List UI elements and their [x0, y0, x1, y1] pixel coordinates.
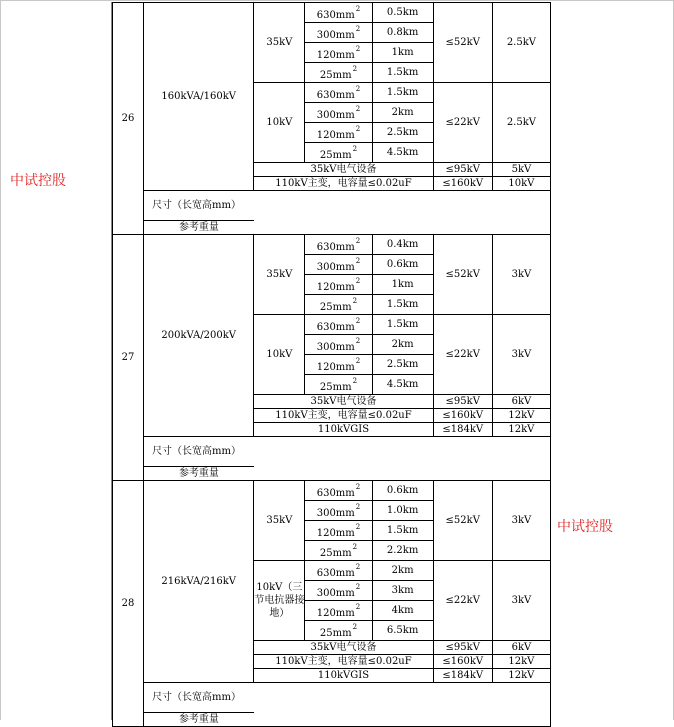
- cable-section-value: 25mm: [319, 70, 352, 81]
- cable-section: [305, 561, 372, 581]
- table-row: [113, 235, 551, 255]
- output-voltage: 2.5kV: [492, 3, 550, 83]
- cable-section-value: 300mm: [316, 262, 355, 273]
- cable-section-value: 120mm: [316, 130, 355, 141]
- superscript-exponent: 2: [352, 65, 358, 73]
- cable-section: [305, 295, 372, 315]
- cable-section-value: 120mm: [316, 528, 355, 539]
- superscript-exponent: 2: [355, 25, 361, 33]
- test-voltage: ≤52kV: [433, 235, 492, 315]
- blank-cell: [254, 437, 551, 481]
- cable-section: [305, 255, 372, 275]
- cable-section-value: 300mm: [316, 30, 355, 41]
- cable-section-value: 630mm: [316, 322, 355, 333]
- cable-section: [305, 43, 372, 63]
- table-row: [113, 683, 551, 713]
- cable-length: 1.5km: [372, 83, 433, 103]
- cable-voltage-class: 10kV（三节电抗器接地）: [254, 561, 305, 641]
- size-label: 尺寸（长宽高mm）: [144, 437, 254, 467]
- weight-label: 参考重量: [144, 221, 254, 235]
- cable-length: 2km: [372, 561, 433, 581]
- superscript-exponent: 2: [355, 337, 361, 345]
- cable-section-value: 300mm: [316, 508, 355, 519]
- test-voltage: ≤160kV: [433, 655, 492, 669]
- cable-section-value: 120mm: [316, 608, 355, 619]
- equipment-label: 35kV电气设备: [254, 163, 433, 177]
- cable-length: 0.4km: [372, 235, 433, 255]
- cable-section-value: 300mm: [316, 110, 355, 121]
- cable-voltage-class: 10kV: [254, 83, 305, 163]
- superscript-exponent: 2: [355, 105, 361, 113]
- frame-left: [0, 0, 1, 720]
- cable-section: [305, 541, 372, 561]
- cable-section-value: 25mm: [319, 548, 352, 559]
- cable-length: 3km: [372, 581, 433, 601]
- cable-length: 1.5km: [372, 295, 433, 315]
- test-voltage: ≤22kV: [433, 561, 492, 641]
- cable-section-value: 630mm: [316, 488, 355, 499]
- cable-section-value: 300mm: [316, 342, 355, 353]
- test-voltage: ≤95kV: [433, 641, 492, 655]
- cable-length: 1.0km: [372, 501, 433, 521]
- spec-table: [112, 2, 551, 727]
- cable-length: 2.5km: [372, 355, 433, 375]
- cable-length: 4.5km: [372, 375, 433, 395]
- cable-section-value: 25mm: [319, 628, 352, 639]
- cable-length: 2.2km: [372, 541, 433, 561]
- cable-length: 1.5km: [372, 315, 433, 335]
- superscript-exponent: 2: [355, 237, 361, 245]
- output-voltage: 12kV: [492, 423, 550, 437]
- output-voltage: 3kV: [492, 315, 550, 395]
- weight-label: 参考重量: [144, 713, 254, 727]
- cable-length: 0.6km: [372, 255, 433, 275]
- cable-length: 2km: [372, 335, 433, 355]
- watermark: 中试控股: [557, 519, 613, 535]
- cable-section: [305, 621, 372, 641]
- output-voltage: 12kV: [492, 409, 550, 423]
- cable-section-value: 25mm: [319, 150, 352, 161]
- output-voltage: 6kV: [492, 641, 550, 655]
- output-voltage: 3kV: [492, 235, 550, 315]
- output-voltage: 6kV: [492, 395, 550, 409]
- test-voltage: ≤160kV: [433, 177, 492, 191]
- equipment-label: 110kVGIS: [254, 669, 433, 683]
- cable-section: [305, 521, 372, 541]
- cable-section: [305, 355, 372, 375]
- equipment-label: 110kV主变，电容量≤0.02uF: [254, 655, 433, 669]
- superscript-exponent: 2: [355, 357, 361, 365]
- test-voltage: ≤160kV: [433, 409, 492, 423]
- cable-section: [305, 375, 372, 395]
- superscript-exponent: 2: [352, 543, 358, 551]
- item-number: 26: [113, 3, 144, 235]
- model-rating: 200kVA/200kV: [144, 235, 254, 437]
- superscript-exponent: 2: [355, 5, 361, 13]
- cable-section: [305, 235, 372, 255]
- output-voltage: 5kV: [492, 163, 550, 177]
- table-row: [113, 437, 551, 467]
- test-voltage: ≤52kV: [433, 3, 492, 83]
- test-voltage: ≤22kV: [433, 83, 492, 163]
- output-voltage: 3kV: [492, 481, 550, 561]
- cable-length: 4km: [372, 601, 433, 621]
- cable-length: 6.5km: [372, 621, 433, 641]
- cable-section: [305, 335, 372, 355]
- output-voltage: 12kV: [492, 669, 550, 683]
- equipment-label: 35kV电气设备: [254, 641, 433, 655]
- test-voltage: ≤184kV: [433, 423, 492, 437]
- cable-section: [305, 275, 372, 295]
- superscript-exponent: 2: [355, 503, 361, 511]
- watermark: 中试控股: [10, 173, 66, 189]
- item-number: 28: [113, 481, 144, 727]
- cable-length: 1km: [372, 275, 433, 295]
- test-voltage: ≤22kV: [433, 315, 492, 395]
- superscript-exponent: 2: [355, 45, 361, 53]
- superscript-exponent: 2: [355, 563, 361, 571]
- cable-length: 0.5km: [372, 3, 433, 23]
- cable-section: [305, 481, 372, 501]
- superscript-exponent: 2: [355, 603, 361, 611]
- superscript-exponent: 2: [355, 317, 361, 325]
- superscript-exponent: 2: [355, 523, 361, 531]
- cable-length: 1.5km: [372, 63, 433, 83]
- cable-length: 2km: [372, 103, 433, 123]
- test-voltage: ≤95kV: [433, 163, 492, 177]
- cable-length: 4.5km: [372, 143, 433, 163]
- superscript-exponent: 2: [352, 145, 358, 153]
- cable-section-value: 630mm: [316, 10, 355, 21]
- cable-section-value: 25mm: [319, 302, 352, 313]
- cable-length: 1km: [372, 43, 433, 63]
- cable-section-value: 120mm: [316, 362, 355, 373]
- cable-voltage-class: 10kV: [254, 315, 305, 395]
- superscript-exponent: 2: [355, 583, 361, 591]
- cable-section: [305, 315, 372, 335]
- equipment-label: 110kV主变，电容量≤0.02uF: [254, 409, 433, 423]
- cable-section-value: 630mm: [316, 568, 355, 579]
- output-voltage: 12kV: [492, 655, 550, 669]
- superscript-exponent: 2: [355, 85, 361, 93]
- equipment-label: 110kV主变，电容量≤0.02uF: [254, 177, 433, 191]
- cable-section: [305, 143, 372, 163]
- superscript-exponent: 2: [352, 623, 358, 631]
- superscript-exponent: 2: [352, 297, 358, 305]
- model-rating: 216kVA/216kV: [144, 481, 254, 683]
- cable-section-value: 630mm: [316, 242, 355, 253]
- cable-section-value: 25mm: [319, 382, 352, 393]
- model-rating: 160kVA/160kV: [144, 3, 254, 191]
- cable-section: [305, 123, 372, 143]
- weight-label: 参考重量: [144, 467, 254, 481]
- cable-section: [305, 63, 372, 83]
- cable-section-value: 120mm: [316, 282, 355, 293]
- size-label: 尺寸（长宽高mm）: [144, 191, 254, 221]
- output-voltage: 2.5kV: [492, 83, 550, 163]
- cable-voltage-class: 35kV: [254, 481, 305, 561]
- table-row: [113, 481, 551, 501]
- cable-voltage-class: 35kV: [254, 235, 305, 315]
- cable-section: [305, 501, 372, 521]
- frame-top: [0, 0, 674, 1]
- cable-section: [305, 23, 372, 43]
- cable-section: [305, 601, 372, 621]
- cable-section: [305, 83, 372, 103]
- cable-voltage-class: 35kV: [254, 3, 305, 83]
- output-voltage: 3kV: [492, 561, 550, 641]
- superscript-exponent: 2: [355, 125, 361, 133]
- table-row: [113, 191, 551, 221]
- size-label: 尺寸（长宽高mm）: [144, 683, 254, 713]
- test-voltage: ≤95kV: [433, 395, 492, 409]
- superscript-exponent: 2: [352, 377, 358, 385]
- cable-length: 0.8km: [372, 23, 433, 43]
- superscript-exponent: 2: [355, 257, 361, 265]
- cable-length: 1.5km: [372, 521, 433, 541]
- superscript-exponent: 2: [355, 277, 361, 285]
- output-voltage: 10kV: [492, 177, 550, 191]
- cable-length: 2.5km: [372, 123, 433, 143]
- test-voltage: ≤184kV: [433, 669, 492, 683]
- cable-section: [305, 3, 372, 23]
- table-row: [113, 3, 551, 23]
- cable-section-value: 120mm: [316, 50, 355, 61]
- equipment-label: 110kVGIS: [254, 423, 433, 437]
- equipment-label: 35kV电气设备: [254, 395, 433, 409]
- blank-cell: [254, 191, 551, 235]
- item-number: 27: [113, 235, 144, 481]
- cable-section-value: 300mm: [316, 588, 355, 599]
- cable-section: [305, 103, 372, 123]
- superscript-exponent: 2: [355, 483, 361, 491]
- cable-section-value: 630mm: [316, 90, 355, 101]
- test-voltage: ≤52kV: [433, 481, 492, 561]
- cable-section: [305, 581, 372, 601]
- cable-length: 0.6km: [372, 481, 433, 501]
